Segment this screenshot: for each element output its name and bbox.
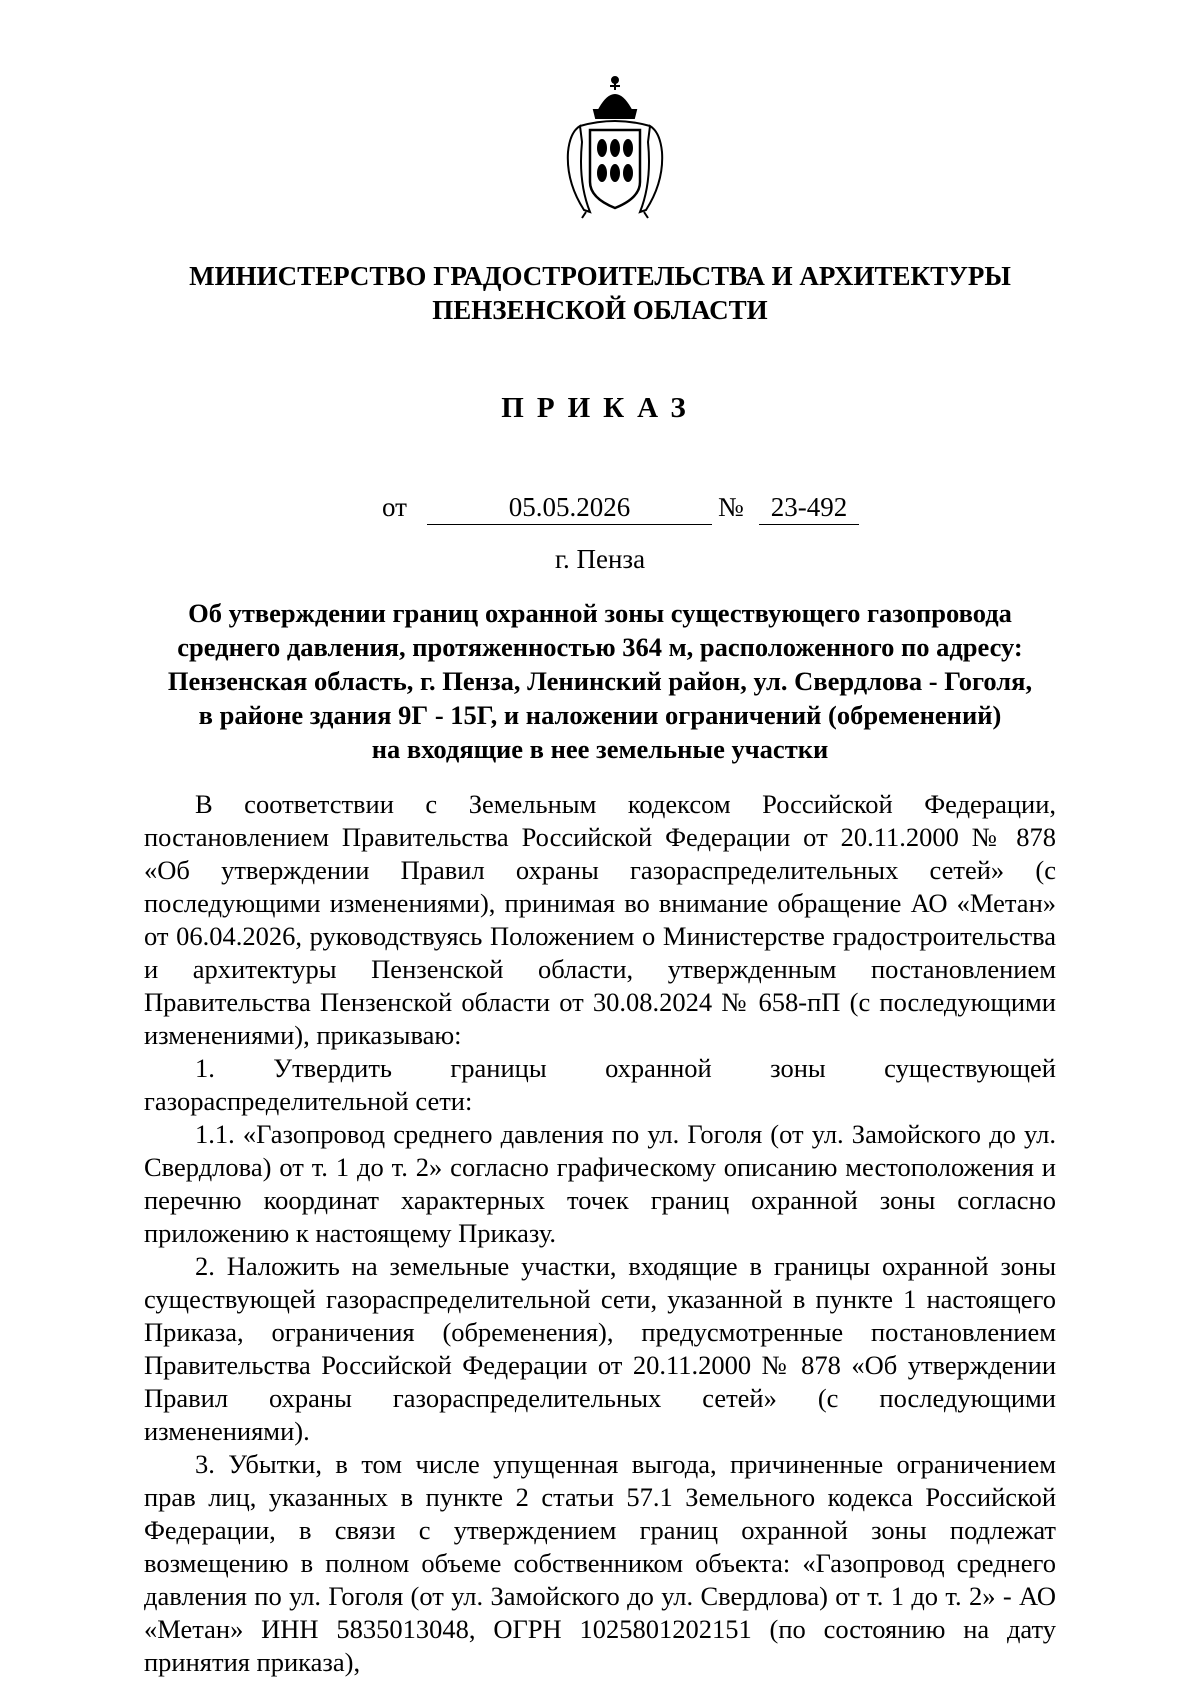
order-title-line: среднего давления, протяженностью 364 м, расположенного по адресу:	[177, 632, 1023, 662]
ministry-name-line2: ПЕНЗЕНСКОЙ ОБЛАСТИ	[432, 295, 768, 325]
order-date-number-line	[382, 492, 862, 526]
date-label: от	[382, 492, 407, 522]
clause-1-1: 1.1. «Газопровод среднего давления по ул. Гоголя (от ул. Замойского до ул. Свердлова) от т. 1 до т. 2» согласно графическому описанию местоположения и перечню координат характерных точек границ охранной зоны согласно приложению к настоящему Приказу.	[144, 1119, 1056, 1248]
order-title-line: в районе здания 9Г - 15Г, и наложении ограничений (обременений)	[198, 700, 1002, 730]
document-type-title: ПРИКАЗ	[501, 392, 699, 424]
order-title-line: Пензенская область, г. Пенза, Ленинский район, ул. Свердлова - Гоголя,	[167, 666, 1033, 696]
clause-1: 1. Утвердить границы охранной зоны существующей газораспределительной сети:	[144, 1053, 1056, 1116]
ministry-name-line1: МИНИСТЕРСТВО ГРАДОСТРОИТЕЛЬСТВА И АРХИТЕКТУРЫ	[189, 261, 1011, 291]
clause-3: 3. Убытки, в том числе упущенная выгода, причиненные ограничением прав лиц, указанных в пункте 2 статьи 57.1 Земельного кодекса Российской Федерации, в связи с утверждением границ охранной зоны подлежат возмещению в полном объеме собственником объекта: «Газопровод среднего давления по ул. Гоголя (от ул. Замойского до ул. Свердлова) от т. 1 до т. 2» - АО «Метан» ИНН 5835013048, ОГРН 1025801202151 (по состоянию на дату принятия приказа),	[144, 1449, 1056, 1677]
order-body	[144, 788, 1056, 1679]
order-number: 23-492	[759, 492, 859, 525]
preamble-paragraph: В соответствии с Земельным кодексом Российской Федерации, постановлением Правительства Российской Федерации от 20.11.2000 № 878 «Об утверждении Правил охраны газораспределительных сетей» (с последующими изменениями), принимая во внимание обращение АО «Метан» от 06.04.2026, руководствуясь Положением о Министерстве градостроительства и архитектуры Пензенской области, утвержденным постановлением Правительства Пензенской области от 30.08.2024 № 658-пП (с последующими изменениями), приказываю:	[144, 789, 1056, 1050]
number-label: №	[718, 492, 744, 522]
order-title-line: на входящие в нее земельные участки	[371, 734, 829, 764]
order-title	[150, 596, 1050, 766]
coat-of-arms-emblem	[560, 72, 670, 222]
order-date: 05.05.2026	[427, 492, 712, 525]
clause-2: 2. Наложить на земельные участки, входящие в границы охранной зоны существующей газораспределительной сети, указанной в пункте 1 настоящего Приказа, ограничения (обременения), предусмотренные постановлением Правительства Российской Федерации от 20.11.2000 № 878 «Об утверждении Правил охраны газораспределительных сетей» (с последующими изменениями).	[144, 1251, 1056, 1446]
order-title-line: Об утверждении границ охранной зоны существующего газопровода	[188, 598, 1012, 628]
city-of-issue: г. Пенза	[554, 544, 646, 574]
